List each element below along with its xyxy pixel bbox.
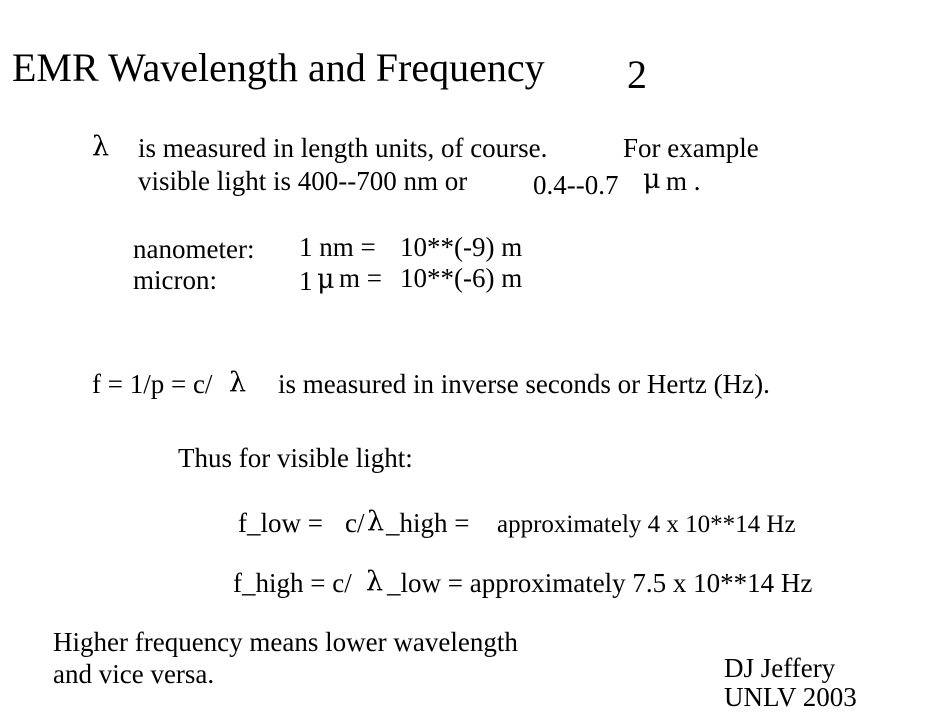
micron-definition: m =: [339, 263, 382, 293]
author-name: DJ Jeffery: [724, 653, 836, 683]
lambda-symbol: λ: [92, 131, 110, 162]
frequency-formula: f = 1/p = c/: [92, 369, 213, 399]
f-low-value: approximately 4 x 10**14 Hz: [497, 511, 796, 538]
frequency-lambda-symbol: λ: [229, 367, 247, 398]
slide-title: EMR Wavelength and Frequency: [12, 45, 545, 90]
micron-one: 1: [299, 266, 313, 296]
f-low-lambda-symbol: λ: [367, 506, 385, 537]
f-low-label: f_low =: [238, 508, 323, 538]
mu-symbol: μ: [643, 164, 661, 195]
f-high-label: f_high = c/: [233, 568, 352, 598]
nanometer-definition: 1 nm =: [299, 232, 376, 262]
micron-unit-end: m .: [666, 166, 701, 196]
lambda-line-2: visible light is 400--700 nm or: [138, 166, 468, 196]
conclusion-line-1: Higher frequency means lower wavelength: [53, 627, 518, 657]
page-number: 2: [627, 52, 647, 97]
frequency-description: is measured in inverse seconds or Hertz (Hz).: [278, 369, 770, 399]
f-low-c: c/: [345, 508, 365, 538]
micron-label: micron:: [133, 265, 217, 295]
visible-light-intro: Thus for visible light:: [178, 443, 413, 473]
visible-range-microns: 0.4--0.7: [533, 170, 619, 200]
nanometer-value: 10**(-9) m: [400, 232, 523, 262]
f-high-value: _low = approximately 7.5 x 10**14 Hz: [387, 568, 813, 598]
f-high-lambda-symbol: λ: [366, 566, 384, 597]
micron-value: 10**(-6) m: [400, 263, 523, 293]
micron-mu-symbol: μ: [317, 264, 335, 295]
f-low-high-subscript: _high =: [386, 508, 470, 538]
author-affiliation: UNLV 2003: [724, 682, 857, 712]
lambda-line-1-example: For example: [623, 133, 759, 163]
conclusion-line-2: and vice versa.: [53, 659, 215, 689]
lambda-line-1: is measured in length units, of course.: [138, 133, 548, 163]
nanometer-label: nanometer:: [133, 234, 255, 264]
